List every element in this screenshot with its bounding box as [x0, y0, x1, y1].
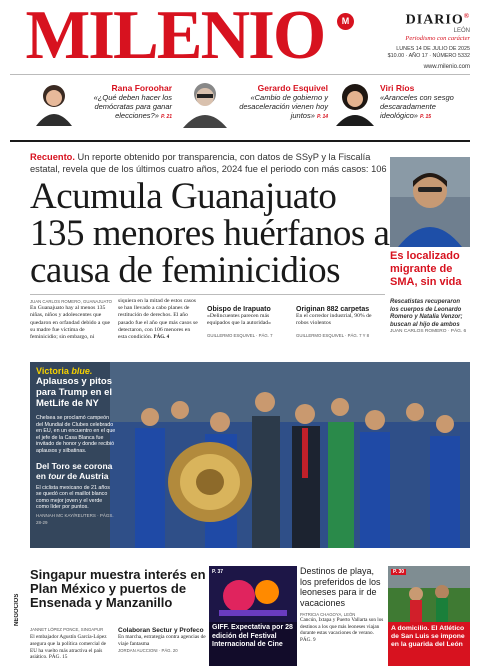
photo-headline[interactable]: Aplausos y pitos para Trump en el MetLife de NY [36, 376, 113, 409]
website: www.milenio.com [423, 64, 470, 70]
photo-caption-2: El ciclista mexicano de 21 años se quedó con el maillot blanco como mejor joven y el verde como líder por puntos. [36, 484, 110, 511]
columnist-quote: «Aranceles con sesgo descaradamente ideológico» P. 15 [380, 93, 454, 120]
columnist-name: Gerardo Esquivel [257, 83, 328, 93]
photo-subhead[interactable]: Del Toro se corona en tour de Austria [36, 460, 113, 481]
tagline: Periodismo con carácter [405, 35, 470, 42]
columnist-2[interactable] [232, 83, 328, 122]
columnist-name: Rana Foroohar [111, 83, 172, 93]
photo-caption-block [36, 366, 116, 526]
lead-lede: Recuento. Un reporte obtenido por transparencia, con datos de SSyP y la Fiscalía estatal, revela que de los últimos cuatro años, 2024 fue el periodo con más casos: 106 [30, 152, 387, 174]
short-story-2[interactable] [296, 306, 382, 338]
sports-page: P. 30 [393, 569, 405, 575]
divider [10, 140, 470, 142]
lead-byline: JUAN CARLOS ROMERO, GUANAJUATO [30, 299, 112, 304]
columnist-1[interactable] [82, 83, 172, 122]
side-body: Rescatistas recuperaron los cuerpos de Leonardo Romero y Natalia Venzor; buscan al hijo de ambos [390, 299, 463, 328]
diario-label: DIARIO® [405, 12, 470, 28]
lead-body-col2: siquiera en la mitad de estos casos se han llevado a cabo planes de restitución de derechos. El año pasado fue el año que más casos se detectaron, con 106 menores en esta condición. PÁG. 4 [118, 298, 198, 341]
edition-city: LEÓN [453, 28, 470, 34]
giff-tile[interactable] [209, 566, 297, 666]
short-quote: «Delincuentes parecen más equipados que la autoridad» [207, 313, 271, 327]
mid-story[interactable] [118, 627, 206, 653]
short-quote: En el corredor industrial, 90% de robos violentos [296, 313, 372, 327]
photo-kicker: Victoria blue. [36, 366, 93, 376]
columnist-quote: «¿Qué deben hacer los demócratas para ganar elecciones?» P. 21 [93, 93, 172, 120]
side-headline[interactable]: Es localizado migrante de SMA, sin vida [390, 250, 462, 288]
travel-byline: PATRICIA CHAGOYA, LEÓN [300, 612, 356, 617]
divider [30, 294, 385, 295]
travel-story[interactable] [300, 566, 384, 643]
lead-headline[interactable]: Acumula Guanajuato 135 menores huérfanos a causa de feminicidios [30, 176, 390, 291]
bottom-headline[interactable]: Singapur muestra interés en Plan México y puertos de Ensenada y Manzanillo [30, 567, 206, 610]
mid-body: En marcha, estrategia contra agencias de viaje fantasma [118, 634, 206, 647]
giff-page: P. 37 [212, 569, 224, 575]
mid-head: Colaboran Sectur y Profeco [118, 627, 204, 634]
side-credit: JUAN CARLOS ROMERO · PÁG. 6 [390, 329, 467, 334]
short-story-1[interactable] [207, 306, 292, 338]
bottom-body: El embajador Agustín García-López asegura que la política comercial de EU ha vuelto más atractiva el país asiático. PÁG. 15 [30, 634, 107, 661]
short-head: Originan 882 carpetas [296, 306, 370, 313]
side-photo [390, 157, 470, 247]
dateline: LUNES 14 DE JULIO DE 2025 $10.00 · AÑO 17 · NÚMERO 5332 [387, 46, 470, 59]
giff-text: GIFF. Expectativa por 28 edición del Festival Internacional de Cine [212, 624, 293, 648]
sports-tile[interactable] [388, 566, 470, 666]
masthead-logo: MILENIO [25, 0, 325, 74]
columnist-quote: «Cambio de gobierno y desaceleración vienen hoy juntos» P. 14 [239, 93, 328, 120]
columnist-portrait [32, 80, 76, 126]
sports-text: A domicilio. El Atlético de San Luis se impone en la guarida del León [388, 622, 470, 666]
columnist-3[interactable] [380, 83, 470, 122]
travel-body: Cancún, Ixtapa y Puerto Vallarta son los destinos a los que más leoneses viajan durante estas vacaciones de verano. PÁG. 9 [300, 617, 384, 643]
short-credit: GUILLERMO ESQUIVEL · PÁG. 7 [207, 333, 273, 339]
bottom-byline: JANNET LÓPEZ PONCE, SINGAPUR [30, 627, 104, 632]
mid-credit: JORDAN AUCCIONI · PÁG. 20 [118, 647, 178, 653]
reg-icon: ® [463, 12, 470, 20]
columnist-portrait [180, 78, 230, 128]
columnist-portrait [333, 80, 377, 126]
short-head: Obispo de Irapuato [207, 306, 271, 313]
travel-headline: Destinos de playa, los preferidos de los leoneses para ir de vacaciones [300, 566, 381, 608]
photo-caption: Chelsea se proclamó campeón del Mundial de Clubes celebrado en EU, en un encuentro en el que el jefe de la Casa Blanca fue invitado de honor y donde recibió aplausos y silbatinas. [36, 415, 116, 454]
short-credit: GUILLERMO ESQUIVEL · PÁG. 7 Y 8 [296, 333, 369, 339]
columnist-name: Viri Ríos [380, 83, 415, 93]
divider [10, 74, 470, 75]
photo-credit: HANNAH MC KAY/REUTERS · PÁGS. 28-29 [36, 512, 114, 525]
lead-body-col1: JUAN CARLOS ROMERO, GUANAJUATO En Guanajuato hay al menos 135 niñas, niños y adolescentes que quedaron en orfandad debido a que su madre fue víctima de feminicidio; sin embargo, ni [30, 299, 112, 341]
registered-mark-icon: M [337, 13, 354, 30]
section-label: NEGOCIOS [14, 593, 20, 626]
